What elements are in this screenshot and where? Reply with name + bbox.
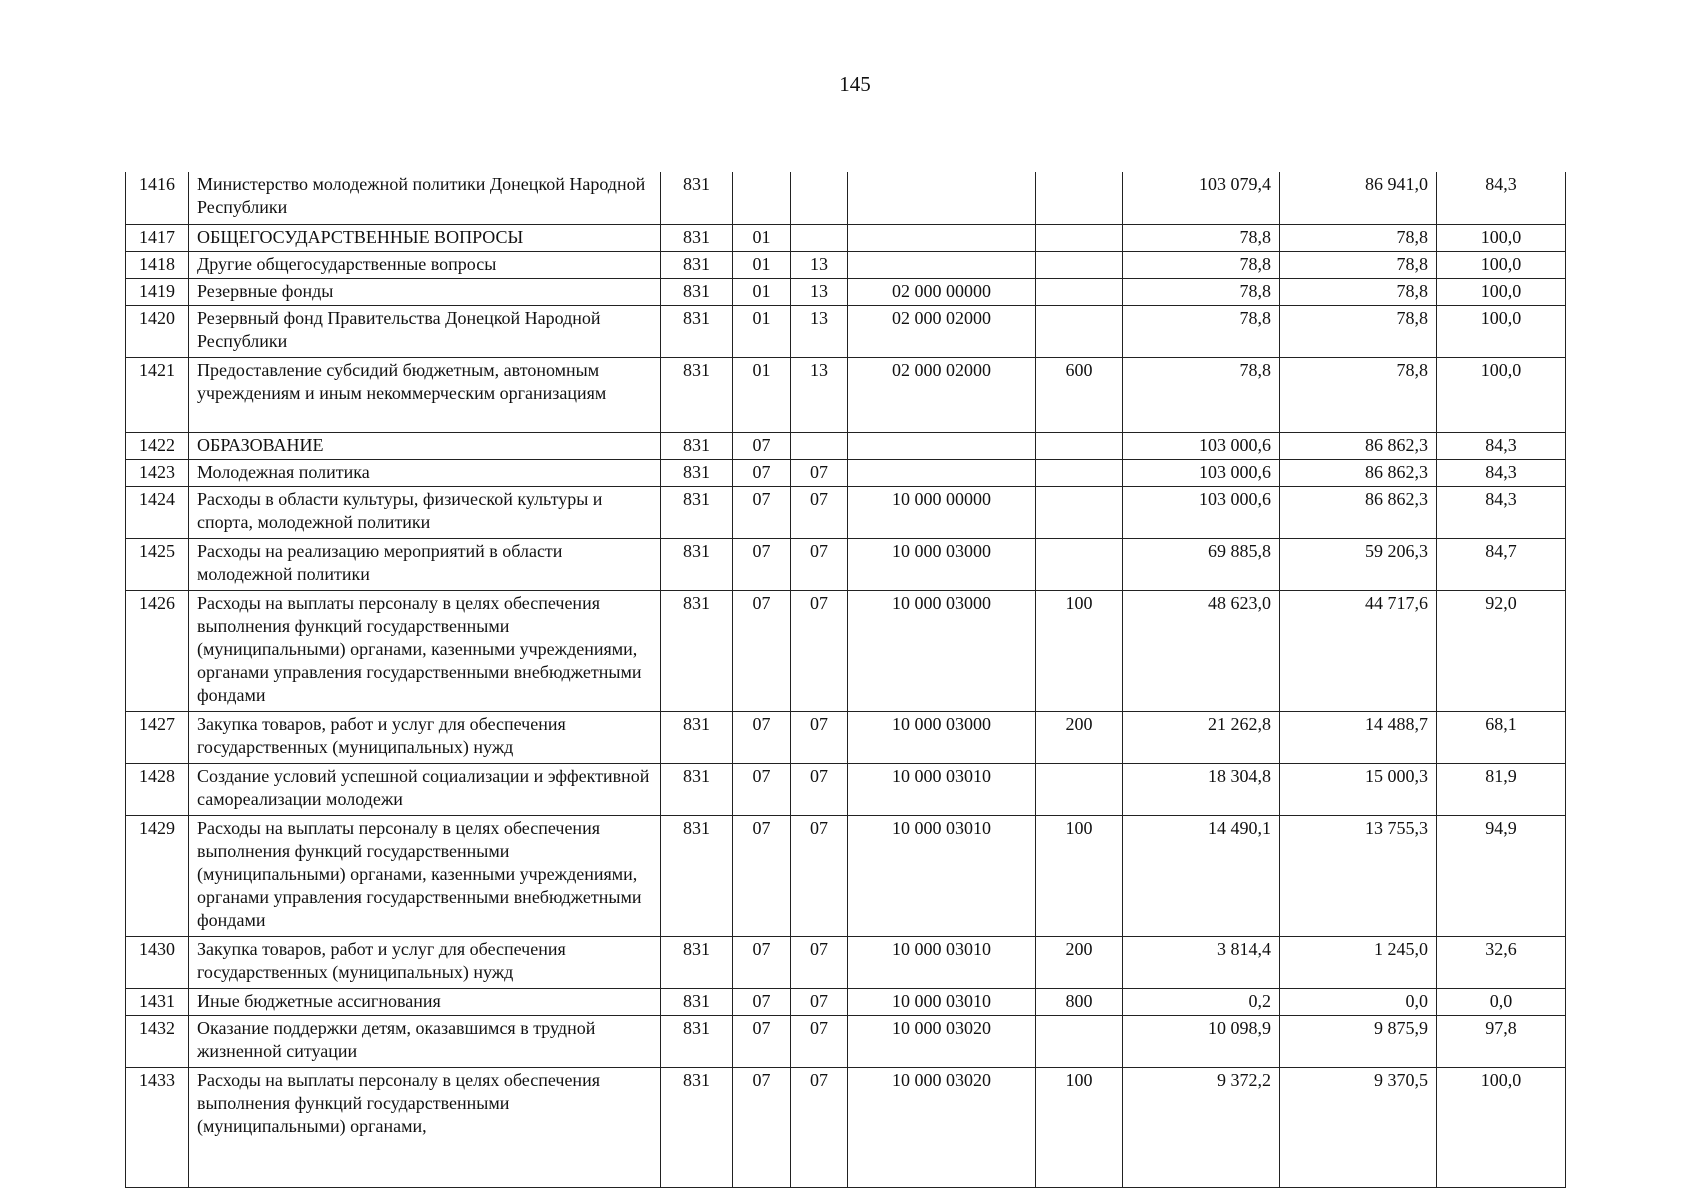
execution-percent-cell: 32,6 [1437, 936, 1566, 988]
row-number-cell: 1422 [126, 432, 189, 459]
planned-amount-cell: 103 000,6 [1123, 432, 1280, 459]
item-name-cell: Молодежная политика [189, 459, 661, 486]
item-name-cell: Иные бюджетные ассигнования [189, 988, 661, 1015]
subsection-code-cell: 07 [791, 590, 848, 711]
item-name-cell: Создание условий успешной социализации и эффективной самореализации молодежи [189, 763, 661, 815]
section-code-cell: 07 [733, 486, 791, 538]
section-code-cell: 01 [733, 357, 791, 432]
ministry-code-cell: 831 [661, 172, 733, 224]
executed-amount-cell: 78,8 [1280, 305, 1437, 357]
section-code-cell [733, 172, 791, 224]
ministry-code-cell: 831 [661, 432, 733, 459]
planned-amount-cell: 78,8 [1123, 278, 1280, 305]
table-body [126, 172, 1566, 1187]
planned-amount-cell: 0,2 [1123, 988, 1280, 1015]
table-row [126, 590, 1566, 711]
execution-percent-cell: 100,0 [1437, 251, 1566, 278]
target-item-code-cell: 10 000 03010 [848, 988, 1036, 1015]
ministry-code-cell: 831 [661, 815, 733, 936]
execution-percent-cell: 68,1 [1437, 711, 1566, 763]
expense-type-code-cell: 600 [1036, 357, 1123, 432]
subsection-code-cell: 07 [791, 538, 848, 590]
row-number-cell: 1419 [126, 278, 189, 305]
row-number-cell: 1429 [126, 815, 189, 936]
executed-amount-cell: 78,8 [1280, 224, 1437, 251]
subsection-code-cell: 07 [791, 459, 848, 486]
executed-amount-cell: 78,8 [1280, 251, 1437, 278]
item-name-cell: ОБЩЕГОСУДАРСТВЕННЫЕ ВОПРОСЫ [189, 224, 661, 251]
section-code-cell: 07 [733, 459, 791, 486]
execution-percent-cell: 81,9 [1437, 763, 1566, 815]
table-row [126, 711, 1566, 763]
subsection-code-cell [791, 224, 848, 251]
executed-amount-cell: 86 941,0 [1280, 172, 1437, 224]
item-name-cell: Закупка товаров, работ и услуг для обеспечения государственных (муниципальных) нужд [189, 711, 661, 763]
section-code-cell: 07 [733, 815, 791, 936]
page-number: 145 [839, 72, 871, 96]
execution-percent-cell: 84,3 [1437, 459, 1566, 486]
expense-type-code-cell [1036, 486, 1123, 538]
subsection-code-cell: 13 [791, 278, 848, 305]
target-item-code-cell [848, 251, 1036, 278]
table-row [126, 486, 1566, 538]
ministry-code-cell: 831 [661, 538, 733, 590]
execution-percent-cell: 100,0 [1437, 278, 1566, 305]
item-name-cell: Расходы на реализацию мероприятий в области молодежной политики [189, 538, 661, 590]
execution-percent-cell: 100,0 [1437, 1067, 1566, 1187]
planned-amount-cell: 10 098,9 [1123, 1015, 1280, 1067]
expense-type-code-cell: 100 [1036, 590, 1123, 711]
ministry-code-cell: 831 [661, 988, 733, 1015]
item-name-cell: Другие общегосударственные вопросы [189, 251, 661, 278]
executed-amount-cell: 13 755,3 [1280, 815, 1437, 936]
execution-percent-cell: 0,0 [1437, 988, 1566, 1015]
ministry-code-cell: 831 [661, 251, 733, 278]
expense-type-code-cell [1036, 1015, 1123, 1067]
row-number-cell: 1428 [126, 763, 189, 815]
item-name-cell: Резервный фонд Правительства Донецкой Народной Республики [189, 305, 661, 357]
subsection-code-cell: 07 [791, 711, 848, 763]
ministry-code-cell: 831 [661, 936, 733, 988]
section-code-cell: 07 [733, 432, 791, 459]
execution-percent-cell: 100,0 [1437, 305, 1566, 357]
ministry-code-cell: 831 [661, 1067, 733, 1187]
expense-type-code-cell [1036, 763, 1123, 815]
planned-amount-cell: 103 000,6 [1123, 486, 1280, 538]
row-number-cell: 1423 [126, 459, 189, 486]
expense-type-code-cell [1036, 251, 1123, 278]
row-number-cell: 1420 [126, 305, 189, 357]
item-name-cell: Расходы на выплаты персоналу в целях обеспечения выполнения функций государственными (муниципальными) органами, казенными учреждениями, органами управления государственными внебюджетными фондами [189, 815, 661, 936]
execution-percent-cell: 100,0 [1437, 224, 1566, 251]
row-number-cell: 1433 [126, 1067, 189, 1187]
target-item-code-cell: 10 000 03000 [848, 590, 1036, 711]
expense-type-code-cell: 200 [1036, 711, 1123, 763]
item-name-cell: Расходы на выплаты персоналу в целях обеспечения выполнения функций государственными (муниципальными) органами, казенными учреждениями, органами управления государственными внебюджетными фондами [189, 590, 661, 711]
subsection-code-cell: 13 [791, 305, 848, 357]
execution-percent-cell: 84,3 [1437, 486, 1566, 538]
expense-type-code-cell [1036, 172, 1123, 224]
table-row [126, 1015, 1566, 1067]
table-row [126, 172, 1566, 224]
table-row [126, 251, 1566, 278]
section-code-cell: 07 [733, 538, 791, 590]
planned-amount-cell: 78,8 [1123, 357, 1280, 432]
ministry-code-cell: 831 [661, 763, 733, 815]
table-row [126, 815, 1566, 936]
executed-amount-cell: 15 000,3 [1280, 763, 1437, 815]
ministry-code-cell: 831 [661, 590, 733, 711]
executed-amount-cell: 86 862,3 [1280, 486, 1437, 538]
expense-type-code-cell [1036, 432, 1123, 459]
planned-amount-cell: 103 079,4 [1123, 172, 1280, 224]
ministry-code-cell: 831 [661, 224, 733, 251]
target-item-code-cell: 10 000 03010 [848, 936, 1036, 988]
ministry-code-cell: 831 [661, 486, 733, 538]
executed-amount-cell: 86 862,3 [1280, 432, 1437, 459]
table-row [126, 988, 1566, 1015]
subsection-code-cell: 07 [791, 988, 848, 1015]
target-item-code-cell [848, 172, 1036, 224]
item-name-cell: Расходы в области культуры, физической культуры и спорта, молодежной политики [189, 486, 661, 538]
expense-type-code-cell [1036, 459, 1123, 486]
item-name-cell: Закупка товаров, работ и услуг для обеспечения государственных (муниципальных) нужд [189, 936, 661, 988]
planned-amount-cell: 3 814,4 [1123, 936, 1280, 988]
target-item-code-cell: 10 000 03000 [848, 711, 1036, 763]
row-number-cell: 1427 [126, 711, 189, 763]
section-code-cell: 07 [733, 711, 791, 763]
ministry-code-cell: 831 [661, 357, 733, 432]
target-item-code-cell: 10 000 03020 [848, 1015, 1036, 1067]
section-code-cell: 01 [733, 278, 791, 305]
planned-amount-cell: 78,8 [1123, 224, 1280, 251]
item-name-cell: ОБРАЗОВАНИЕ [189, 432, 661, 459]
execution-percent-cell: 94,9 [1437, 815, 1566, 936]
item-name-cell: Оказание поддержки детям, оказавшимся в трудной жизненной ситуации [189, 1015, 661, 1067]
table-row [126, 357, 1566, 432]
ministry-code-cell: 831 [661, 711, 733, 763]
table-row [126, 459, 1566, 486]
ministry-code-cell: 831 [661, 1015, 733, 1067]
planned-amount-cell: 69 885,8 [1123, 538, 1280, 590]
planned-amount-cell: 21 262,8 [1123, 711, 1280, 763]
execution-percent-cell: 92,0 [1437, 590, 1566, 711]
expense-type-code-cell: 200 [1036, 936, 1123, 988]
target-item-code-cell: 02 000 02000 [848, 305, 1036, 357]
execution-percent-cell: 84,3 [1437, 432, 1566, 459]
subsection-code-cell: 07 [791, 1015, 848, 1067]
row-number-cell: 1424 [126, 486, 189, 538]
executed-amount-cell: 14 488,7 [1280, 711, 1437, 763]
section-code-cell: 01 [733, 224, 791, 251]
subsection-code-cell: 13 [791, 357, 848, 432]
execution-percent-cell: 97,8 [1437, 1015, 1566, 1067]
budget-table [125, 172, 1566, 1188]
subsection-code-cell: 07 [791, 1067, 848, 1187]
planned-amount-cell: 78,8 [1123, 305, 1280, 357]
section-code-cell: 07 [733, 1067, 791, 1187]
section-code-cell: 07 [733, 763, 791, 815]
row-number-cell: 1425 [126, 538, 189, 590]
target-item-code-cell: 02 000 02000 [848, 357, 1036, 432]
table-row [126, 538, 1566, 590]
executed-amount-cell: 0,0 [1280, 988, 1437, 1015]
table-row [126, 936, 1566, 988]
ministry-code-cell: 831 [661, 459, 733, 486]
planned-amount-cell: 14 490,1 [1123, 815, 1280, 936]
expense-type-code-cell [1036, 278, 1123, 305]
executed-amount-cell: 86 862,3 [1280, 459, 1437, 486]
executed-amount-cell: 59 206,3 [1280, 538, 1437, 590]
executed-amount-cell: 9 875,9 [1280, 1015, 1437, 1067]
expense-type-code-cell [1036, 224, 1123, 251]
expense-type-code-cell: 800 [1036, 988, 1123, 1015]
subsection-code-cell: 13 [791, 251, 848, 278]
expense-type-code-cell: 100 [1036, 815, 1123, 936]
execution-percent-cell: 100,0 [1437, 357, 1566, 432]
target-item-code-cell: 10 000 03020 [848, 1067, 1036, 1187]
subsection-code-cell [791, 172, 848, 224]
ministry-code-cell: 831 [661, 305, 733, 357]
row-number-cell: 1432 [126, 1015, 189, 1067]
subsection-code-cell: 07 [791, 763, 848, 815]
section-code-cell: 01 [733, 305, 791, 357]
section-code-cell: 07 [733, 988, 791, 1015]
execution-percent-cell: 84,7 [1437, 538, 1566, 590]
subsection-code-cell [791, 432, 848, 459]
expense-type-code-cell [1036, 538, 1123, 590]
planned-amount-cell: 78,8 [1123, 251, 1280, 278]
target-item-code-cell [848, 459, 1036, 486]
target-item-code-cell: 10 000 00000 [848, 486, 1036, 538]
execution-percent-cell: 84,3 [1437, 172, 1566, 224]
item-name-cell: Расходы на выплаты персоналу в целях обеспечения выполнения функций государственными (муниципальными) органами, [189, 1067, 661, 1187]
executed-amount-cell: 78,8 [1280, 278, 1437, 305]
table-row [126, 305, 1566, 357]
row-number-cell: 1418 [126, 251, 189, 278]
row-number-cell: 1426 [126, 590, 189, 711]
row-number-cell: 1417 [126, 224, 189, 251]
subsection-code-cell: 07 [791, 936, 848, 988]
planned-amount-cell: 48 623,0 [1123, 590, 1280, 711]
target-item-code-cell: 02 000 00000 [848, 278, 1036, 305]
executed-amount-cell: 1 245,0 [1280, 936, 1437, 988]
section-code-cell: 07 [733, 590, 791, 711]
table-row [126, 224, 1566, 251]
section-code-cell: 07 [733, 1015, 791, 1067]
subsection-code-cell: 07 [791, 486, 848, 538]
table-row [126, 432, 1566, 459]
table-row [126, 1067, 1566, 1187]
target-item-code-cell: 10 000 03000 [848, 538, 1036, 590]
executed-amount-cell: 9 370,5 [1280, 1067, 1437, 1187]
row-number-cell: 1430 [126, 936, 189, 988]
table-row [126, 278, 1566, 305]
expense-type-code-cell [1036, 305, 1123, 357]
executed-amount-cell: 44 717,6 [1280, 590, 1437, 711]
item-name-cell: Резервные фонды [189, 278, 661, 305]
row-number-cell: 1416 [126, 172, 189, 224]
target-item-code-cell [848, 432, 1036, 459]
section-code-cell: 01 [733, 251, 791, 278]
planned-amount-cell: 9 372,2 [1123, 1067, 1280, 1187]
subsection-code-cell: 07 [791, 815, 848, 936]
planned-amount-cell: 103 000,6 [1123, 459, 1280, 486]
section-code-cell: 07 [733, 936, 791, 988]
item-name-cell: Предоставление субсидий бюджетным, автономным учреждениям и иным некоммерческим организациям [189, 357, 661, 432]
table-row [126, 763, 1566, 815]
row-number-cell: 1421 [126, 357, 189, 432]
row-number-cell: 1431 [126, 988, 189, 1015]
target-item-code-cell: 10 000 03010 [848, 763, 1036, 815]
executed-amount-cell: 78,8 [1280, 357, 1437, 432]
target-item-code-cell: 10 000 03010 [848, 815, 1036, 936]
expense-type-code-cell: 100 [1036, 1067, 1123, 1187]
item-name-cell: Министерство молодежной политики Донецкой Народной Республики [189, 172, 661, 224]
target-item-code-cell [848, 224, 1036, 251]
planned-amount-cell: 18 304,8 [1123, 763, 1280, 815]
ministry-code-cell: 831 [661, 278, 733, 305]
